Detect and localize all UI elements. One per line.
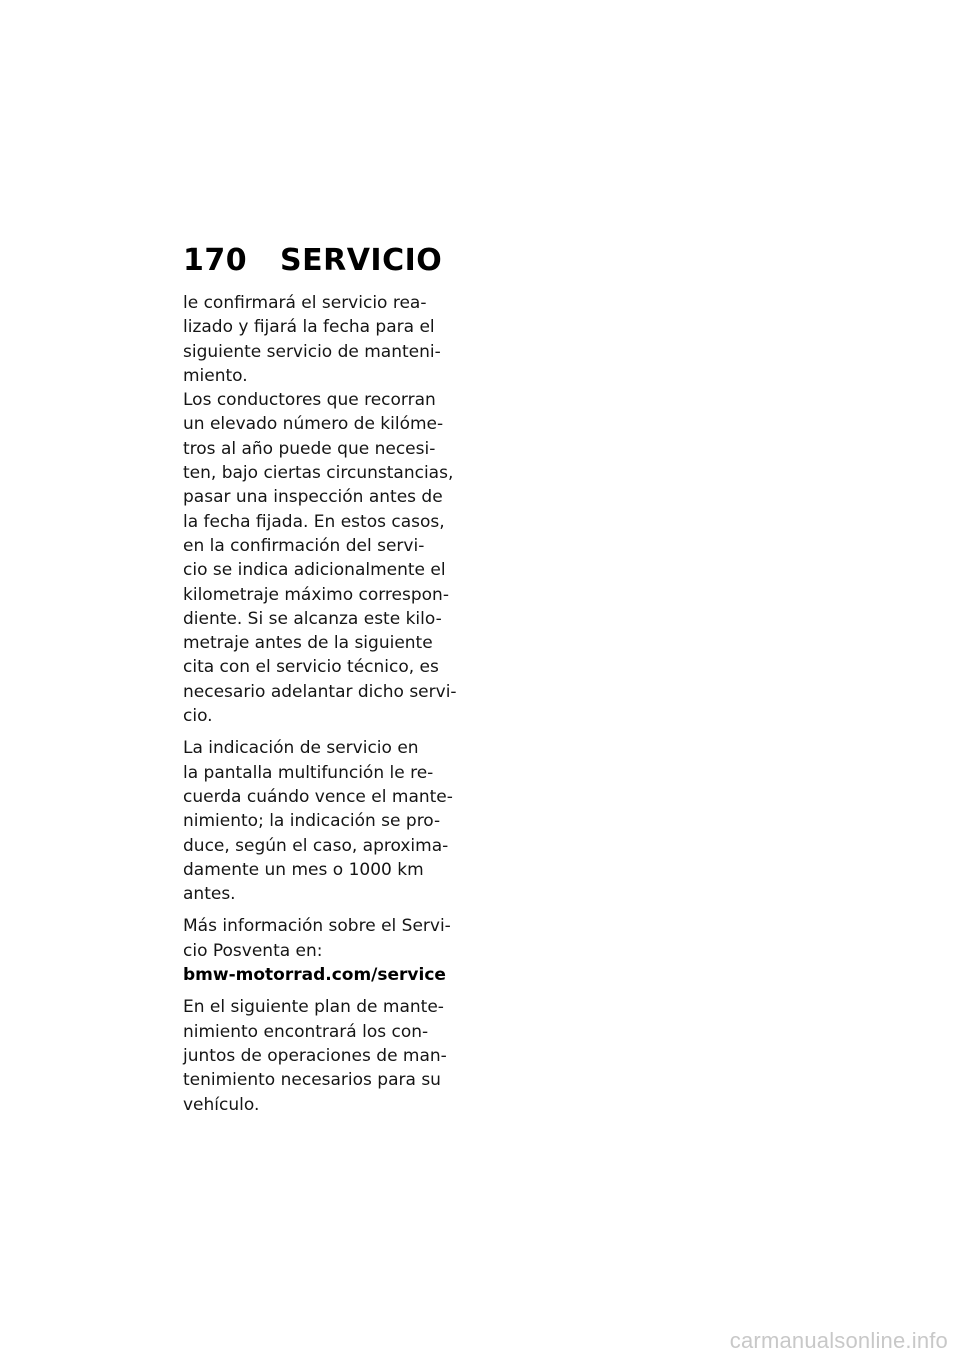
text-line: cuerda cuándo vence el mante- [183,786,453,807]
text-line: miento. [183,365,248,386]
text-line: cio Posventa en: [183,940,323,961]
text-line: siguiente servicio de manteni- [183,341,441,362]
text-line: diente. Si se alcanza este kilo- [183,608,442,629]
text-line: un elevado número de kilóme- [183,414,444,435]
text-line: le confirmará el servicio rea- [183,293,427,313]
text-line: ten, bajo ciertas circunstancias, [183,463,454,484]
text-line: tros al año puede que necesi- [183,438,436,459]
text-line: la fecha fijada. En estos casos, [183,511,445,532]
paragraph-service-confirmation [183,291,453,388]
text-line: nimiento encontrará los con- [183,1021,429,1042]
service-website-link[interactable]: bmw-motorrad.com/service [183,965,446,986]
text-line: duce, según el caso, aproxima- [183,835,449,856]
text-line: la pantalla multifunción le re- [183,762,434,783]
text-line: lizado y fijará la fecha para el [183,317,435,338]
text-line: en la confirmación del servi- [183,535,425,556]
text-line: metraje antes de la siguiente [183,633,433,654]
section-title: SERVICIO [280,243,443,278]
page-header [183,238,442,278]
watermark: carmanualsonline.info [729,1328,948,1353]
paragraph-high-mileage [183,388,457,728]
text-line: cio. [183,706,213,727]
text-line: tenimiento necesarios para su [183,1070,441,1091]
text-line: necesario adelantar dicho servi- [183,681,457,702]
text-line: En el siguiente plan de mante- [183,997,444,1018]
text-line: La indicación de servicio en [183,738,419,759]
text-line: cita con el servicio técnico, es [183,657,439,678]
text-line: Los conductores que recorran [183,390,436,411]
paragraph-maintenance-plan [183,995,453,1116]
body-column [183,291,457,1117]
page-number: 170 [183,243,248,278]
text-line: nimiento; la indicación se pro- [183,811,441,832]
text-line: damente un mes o 1000 km [183,859,424,880]
text-line: vehículo. [183,1094,260,1115]
text-line: cio se indica adicionalmente el [183,560,446,581]
text-line: juntos de operaciones de man- [183,1045,447,1066]
text-line: kilometraje máximo correspon- [183,584,449,605]
text-line: pasar una inspección antes de [183,487,443,508]
text-line: antes. [183,884,236,905]
text-line: Más información sobre el Servi- [183,916,451,937]
paragraph-more-info [183,914,453,987]
paragraph-service-indicator [183,736,453,906]
